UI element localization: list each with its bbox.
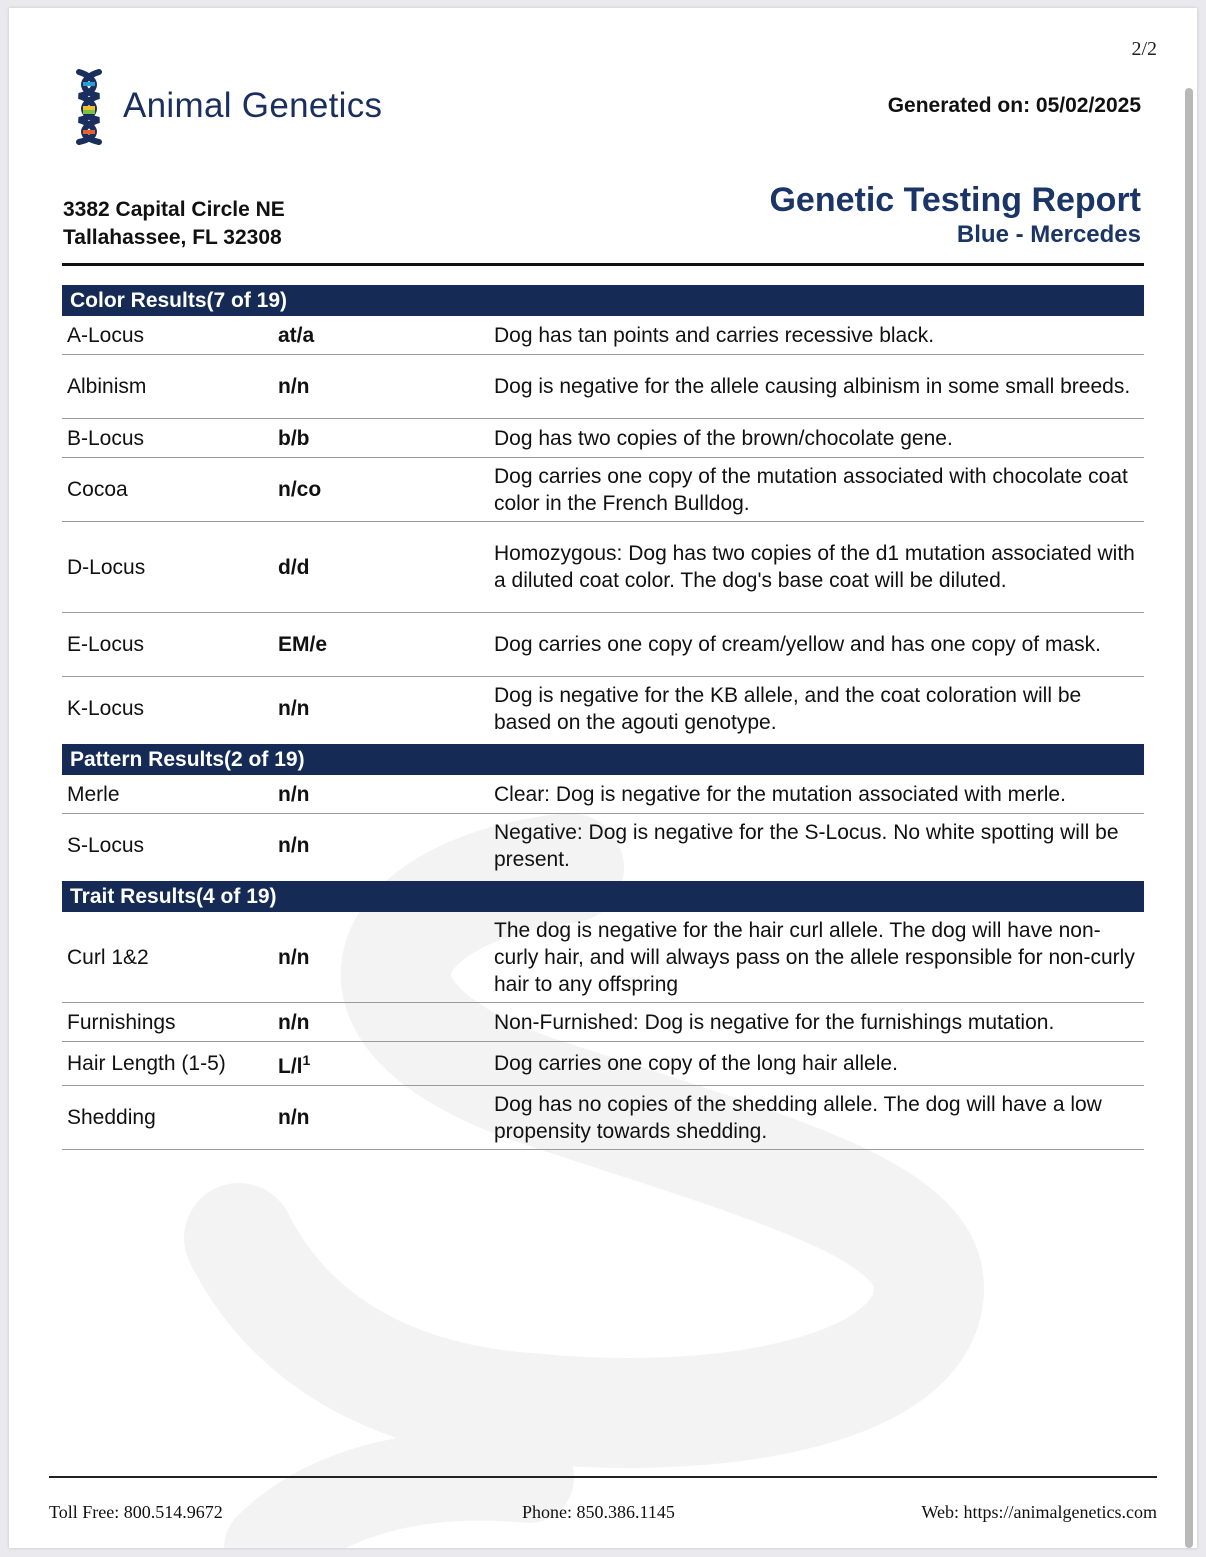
result-description: Clear: Dog is negative for the mutation associated with merle. — [494, 782, 1066, 806]
table-row — [62, 912, 1144, 1003]
genotype: n/n — [278, 945, 310, 969]
report-page — [9, 8, 1197, 1548]
genotype: n/n — [278, 375, 310, 398]
result-description: Homozygous: Dog has two copies of the d1 mutation associated with a diluted coat color. The dog's base coat will be diluted. — [494, 542, 1135, 592]
trait-name: Albinism — [67, 375, 147, 398]
genotype: n/n — [278, 834, 310, 857]
address-line-1: 3382 Capital Circle NE — [63, 198, 285, 221]
lab-address — [63, 196, 285, 252]
trait-name: Cocoa — [67, 478, 128, 501]
table-row — [62, 1003, 1144, 1042]
table-row — [62, 677, 1144, 740]
result-description: The dog is negative for the hair curl allele. The dog will have non-curly hair, and will always pass on the allele responsible for non-curly hair to any offspring — [494, 918, 1135, 996]
footer-web: Web: https://animalgenetics.com — [921, 1502, 1157, 1522]
genotype: L/l — [278, 1055, 303, 1078]
generated-date: Generated on: 05/02/2025 — [887, 94, 1141, 117]
table-row — [62, 1042, 1144, 1086]
genotype: n/co — [278, 478, 322, 501]
genotype: n/n — [278, 1106, 310, 1129]
genotype-cell — [278, 1047, 494, 1080]
trait-name: D-Locus — [67, 555, 146, 579]
genotype: n/n — [278, 697, 310, 720]
genotype: n/n — [278, 782, 310, 806]
trait-name: Furnishings — [67, 1010, 176, 1034]
trait-name: A-Locus — [67, 323, 145, 347]
report-subtitle: Blue - Mercedes — [956, 221, 1141, 248]
report-title: Genetic Testing Report — [769, 181, 1141, 219]
brand-logo — [69, 66, 382, 146]
result-description: Dog is negative for the KB allele, and the coat coloration will be based on the agouti genotype. — [494, 683, 1082, 734]
address-line-2: Tallahassee, FL 32308 — [63, 226, 282, 249]
result-description: Non-Furnished: Dog is negative for the furnishings mutation. — [494, 1010, 1055, 1034]
trait-name: Shedding — [67, 1106, 156, 1129]
result-description: Dog has two copies of the brown/chocolate gene. — [494, 426, 953, 450]
genotype: b/b — [278, 426, 310, 450]
dna-helix-icon — [69, 66, 109, 146]
result-description: Dog is negative for the allele causing albinism in some small breeds. — [494, 375, 1131, 398]
section-heading-pattern: Pattern Results(2 of 19) — [62, 744, 1144, 775]
table-row — [62, 814, 1144, 877]
table-row — [62, 1086, 1144, 1150]
footer-toll-free: Toll Free: 800.514.9672 — [49, 1502, 223, 1522]
scrollbar[interactable] — [1185, 88, 1193, 1548]
trait-name: K-Locus — [67, 697, 145, 720]
brand-name: Animal Genetics — [123, 86, 383, 125]
trait-name: Curl 1&2 — [67, 945, 149, 969]
genotype: d/d — [278, 555, 310, 579]
trait-name: S-Locus — [67, 834, 145, 857]
footer-phone: Phone: 850.386.1145 — [522, 1502, 675, 1522]
genotype: at/a — [278, 323, 315, 347]
result-description: Dog carries one copy of the long hair allele. — [494, 1052, 898, 1075]
result-description: Dog has no copies of the shedding allele. The dog will have a low propensity towards shedding. — [494, 1092, 1102, 1143]
table-row — [62, 316, 1144, 355]
table-row — [62, 419, 1144, 458]
section-heading-color: Color Results(7 of 19) — [62, 285, 1144, 316]
genotype: n/n — [278, 1010, 310, 1034]
footer-divider — [49, 1476, 1157, 1478]
genotype-superscript: 1 — [302, 1052, 311, 1068]
result-description: Negative: Dog is negative for the S-Locus. No white spotting will be present. — [494, 820, 1119, 871]
trait-name: B-Locus — [67, 426, 145, 450]
table-row — [62, 775, 1144, 814]
table-row — [62, 458, 1144, 522]
page-number: 2/2 — [1131, 38, 1157, 60]
results-table — [62, 281, 1144, 1150]
table-row — [62, 522, 1144, 613]
trait-name: Merle — [67, 782, 120, 806]
trait-name: Hair Length (1-5) — [67, 1052, 226, 1075]
result-description: Dog carries one copy of cream/yellow and has one copy of mask. — [494, 633, 1101, 656]
header-divider — [62, 263, 1144, 266]
result-description: Dog has tan points and carries recessive black. — [494, 323, 935, 347]
section-heading-trait: Trait Results(4 of 19) — [62, 881, 1144, 912]
table-row — [62, 355, 1144, 419]
result-description: Dog carries one copy of the mutation associated with chocolate coat color in the French Bulldog. — [494, 464, 1128, 515]
genotype: EM/e — [278, 633, 328, 656]
table-row — [62, 613, 1144, 677]
report-title-block — [769, 180, 1141, 250]
trait-name: E-Locus — [67, 633, 145, 656]
